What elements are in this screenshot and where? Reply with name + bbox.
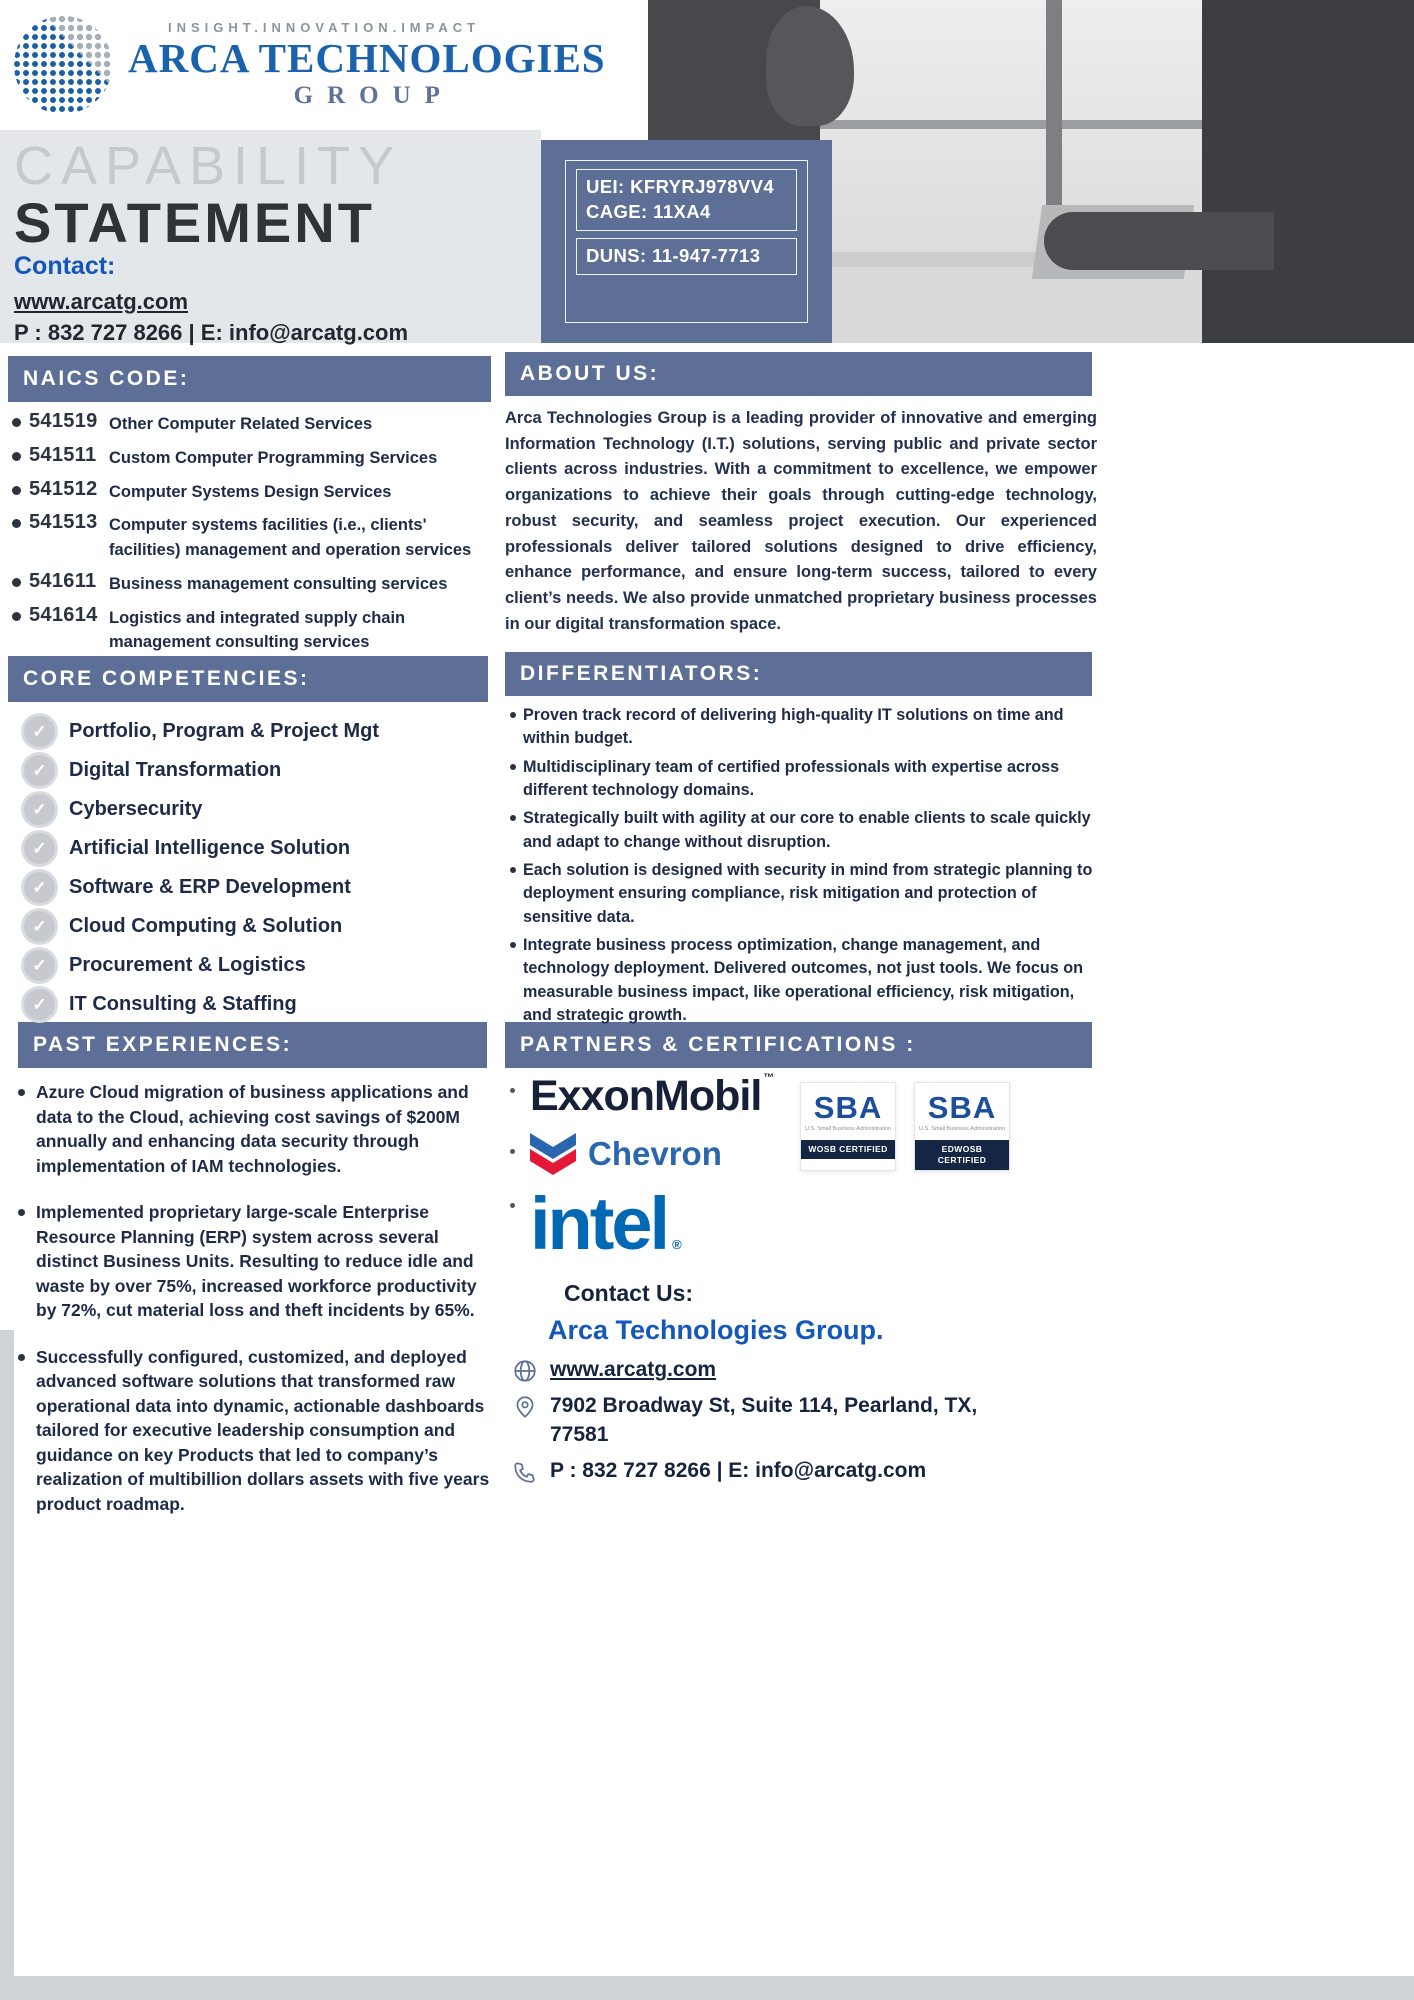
title-statement: STATEMENT [14, 191, 375, 255]
about-body: Arca Technologies Group is a leading provider of innovative and emerging Information Technology (I.T.) solutions, serving public and private sector clients across industries. With a commitment to excellence, we empower organizations to achieve their goals through cutting-edge technology, robust security, and seamless project execution. Our experienced professionals deliver tailored solutions designed to drive efficiency, enhance performance, and ensure long-term success, tailored to every client’s needs. We also provide unmatched proprietary business processes in our digital transformation space. [505, 409, 1097, 633]
contact-address-row [512, 1392, 1012, 1449]
core-competency-item [24, 829, 489, 868]
phone-email-text: P : 832 727 8266 | E: info@arcatg.com [550, 1459, 927, 1483]
core-competency-item [24, 751, 489, 790]
core-competency-item [24, 907, 489, 946]
core-competency-label: Procurement & Logistics [69, 954, 306, 976]
check-badge-icon: ✓ [24, 989, 55, 1020]
website-link[interactable]: www.arcatg.com [14, 288, 189, 314]
past-experience-item: Azure Cloud migration of business applications and data to the Cloud, achieving cost savings of $200M annually and enhancing data security through implementation of IAM technologies. [36, 1080, 498, 1178]
core-competency-label: Software & ERP Development [69, 876, 351, 898]
bullet-icon [12, 519, 21, 528]
naics-description: Business management consulting services [109, 574, 448, 593]
past-experience-item: Implemented proprietary large-scale Enterprise Resource Planning (ERP) system across several distinct Business Units. Resulting to reduce idle and waste by over 75%, increased workforce productivity by 72%, cut material loss and theft incidents by 65%. [36, 1200, 498, 1323]
certification-badges [800, 1082, 1010, 1171]
bullet-icon [12, 612, 21, 621]
differentiator-item: Strategically built with agility at our core to enable clients to scale quickly and adapt to change without disruption. [523, 807, 1095, 854]
address-text: 7902 Broadway St, Suite 114, Pearland, TX, 77581 [550, 1394, 978, 1446]
differentiator-item: Integrate business process optimization, change management, and technology deployment. Delivered outcomes, not just tools. We focus on measurable business impact, like operational efficiency, risk mitigation, and strategic growth. [523, 934, 1095, 1027]
certification-banner: WOSB CERTIFIED [801, 1140, 895, 1159]
contact-phone-row [512, 1457, 1012, 1485]
core-section-header: CORE COMPETENCIES: [8, 656, 488, 702]
duns-value: DUNS: 11-947-7713 [586, 244, 761, 266]
check-badge-icon: ✓ [24, 755, 55, 786]
chevron-logo-icon [530, 1133, 576, 1175]
naics-description: Computer Systems Design Services [109, 482, 392, 501]
naics-code: 541512 [29, 477, 98, 500]
duns-row [576, 238, 797, 275]
check-badge-icon: ✓ [24, 716, 55, 747]
naics-code: 541513 [29, 511, 98, 534]
core-competencies-list [24, 712, 489, 1024]
partner-logos [530, 1072, 830, 1273]
bullet-icon [12, 486, 21, 495]
website-link[interactable]: www.arcatg.com [550, 1358, 717, 1381]
core-competency-item [24, 868, 489, 907]
sba-certification-badge [800, 1082, 896, 1171]
naics-item [12, 570, 494, 597]
title-capability: CAPABILITY [14, 136, 403, 196]
naics-description: Custom Computer Programming Services [109, 448, 438, 467]
past-experience-item: Successfully configured, customized, and deployed advanced software solutions that transformed raw operational data into dynamic, actionable dashboards tailored for executive leadership consumption and guidance on key Products that led to company’s realization of multibillion dollars assets with five years product roadmap. [36, 1345, 498, 1517]
core-competency-label: Cloud Computing & Solution [69, 915, 343, 937]
naics-section-header: NAICS CODE: [8, 356, 491, 402]
sba-certification-badge [914, 1082, 1010, 1171]
differentiator-item: Multidisciplinary team of certified professionals with expertise across different technology domains. [523, 756, 1095, 803]
core-competency-label: Cybersecurity [69, 798, 203, 820]
core-competency-item [24, 985, 489, 1024]
photo-person-right-arm [1044, 212, 1274, 270]
globe-icon [512, 1358, 538, 1384]
chevron-logo: Chevron [588, 1135, 722, 1172]
naics-code: 541511 [29, 443, 97, 466]
past-section-header: PAST EXPERIENCES: [18, 1022, 487, 1068]
naics-code: 541614 [29, 603, 98, 626]
company-ids-box [541, 140, 832, 343]
partner-row-intel [530, 1182, 830, 1265]
bullet-icon [12, 418, 21, 427]
phone-icon [512, 1459, 538, 1485]
core-competency-item [24, 946, 489, 985]
location-pin-icon [512, 1394, 538, 1420]
core-competency-label: IT Consulting & Staffing [69, 993, 297, 1015]
partners-section-header: PARTNERS & CERTIFICATIONS : [505, 1022, 1092, 1068]
intel-logo: intel ® [530, 1182, 682, 1265]
uei-value: UEI: KFRYRJ978VV4 [586, 176, 775, 197]
check-badge-icon: ✓ [24, 950, 55, 981]
uei-cage-row [576, 169, 797, 231]
contact-label: Contact: [14, 252, 116, 281]
exxonmobil-logo: ExxonMobil ™ [530, 1072, 773, 1120]
naics-item [12, 444, 494, 471]
core-competency-label: Digital Transformation [69, 759, 282, 781]
check-badge-icon: ✓ [24, 833, 55, 864]
sba-logo: SBA [813, 1090, 883, 1125]
naics-description: Other Computer Related Services [109, 415, 373, 433]
core-competency-label: Portfolio, Program & Project Mgt [69, 720, 380, 742]
naics-description: Computer systems facilities (i.e., clients' facilities) management and operation services [109, 516, 472, 559]
sba-subtext: U.S. Small Business Administration [919, 1126, 1005, 1132]
brand-text [128, 20, 606, 111]
brand-tagline: INSIGHT.INNOVATION.IMPACT [168, 19, 481, 35]
check-badge-icon: ✓ [24, 911, 55, 942]
naics-code: 541611 [29, 569, 97, 592]
naics-list [12, 410, 494, 662]
differentiators-list [523, 704, 1095, 1032]
phone-email-line: P : 832 727 8266 | E: info@arcatg.com [14, 319, 409, 345]
naics-description: Logistics and integrated supply chain management consulting services [109, 608, 406, 652]
bottom-gray-strip [0, 1976, 1414, 2000]
differentiator-item: Each solution is designed with security in mind from strategic planning to deployment ensuring compliance, risk mitigation and protection of sensitive data. [523, 859, 1095, 929]
cage-value: CAGE: 11XA4 [586, 200, 711, 222]
check-badge-icon: ✓ [24, 794, 55, 825]
sba-subtext: U.S. Small Business Administration [805, 1126, 891, 1132]
differentiator-item: Proven track record of delivering high-quality IT solutions on time and within budget. [523, 704, 1095, 751]
brand-name: ARCA TECHNOLOGIES [128, 34, 606, 81]
hero-band [0, 130, 541, 343]
naics-item [12, 410, 494, 437]
photo-person-right [1202, 0, 1414, 343]
brand-logo [14, 16, 606, 114]
left-gray-strip [0, 1330, 14, 2000]
differentiators-section-header: DIFFERENTIATORS: [505, 652, 1092, 696]
past-experiences-list [36, 1080, 498, 1538]
partner-row-exxonmobil [530, 1072, 830, 1121]
contact-us-heading: Contact Us: [564, 1280, 694, 1306]
certification-banner: EDWOSB CERTIFIED [915, 1140, 1009, 1170]
naics-item [12, 511, 494, 563]
company-name: Arca Technologies Group. [548, 1315, 884, 1345]
naics-item [12, 478, 494, 505]
globe-dots-icon [14, 16, 112, 114]
contact-website-row [512, 1356, 1012, 1384]
check-badge-icon: ✓ [24, 872, 55, 903]
core-competency-item [24, 712, 489, 751]
core-competency-item [24, 790, 489, 829]
contact-us-section [512, 1280, 1012, 1493]
naics-item [12, 604, 494, 656]
about-section-header: ABOUT US: [505, 352, 1092, 396]
sba-logo: SBA [927, 1090, 997, 1125]
partner-row-chevron [530, 1133, 830, 1175]
bullet-icon [12, 578, 21, 587]
company-ids-frame [565, 160, 808, 323]
brand-group: GROUP [293, 82, 454, 110]
core-competency-label: Artificial Intelligence Solution [69, 837, 351, 859]
naics-code: 541519 [29, 410, 98, 432]
bullet-icon [12, 452, 21, 461]
